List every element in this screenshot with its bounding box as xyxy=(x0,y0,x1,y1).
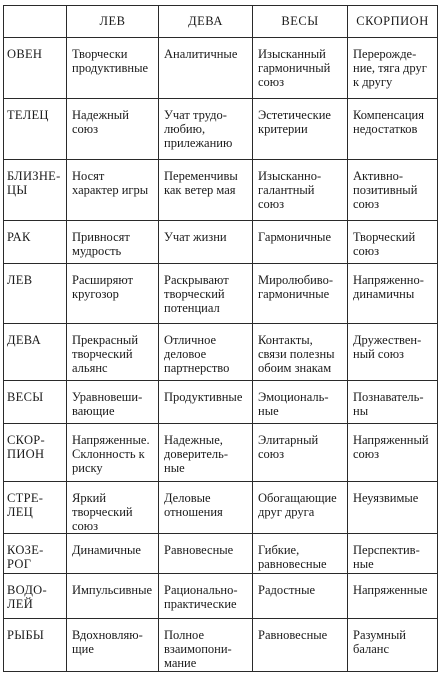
table-cell xyxy=(159,424,253,482)
cell-text: Аналитичные xyxy=(164,47,238,61)
cell-text: Раскрывают творческий потенциал xyxy=(164,273,229,315)
table-cell xyxy=(253,38,348,99)
table-row xyxy=(4,221,438,264)
cell-text: Творчески продуктивные xyxy=(72,47,149,75)
table-row xyxy=(4,482,438,534)
table-cell xyxy=(253,221,348,264)
table-cell xyxy=(67,99,159,160)
row-header-cell xyxy=(4,221,67,264)
table-row xyxy=(4,324,438,381)
cell-text: Учат жизни xyxy=(164,230,227,244)
cell-text: Радостные xyxy=(258,583,316,597)
table-cell xyxy=(348,38,438,99)
table-cell xyxy=(159,38,253,99)
row-sign-label: ТЕЛЕЦ xyxy=(7,108,49,122)
table-cell xyxy=(253,381,348,424)
table-cell xyxy=(348,619,438,672)
table-cell xyxy=(348,574,438,619)
row-header-cell xyxy=(4,38,67,99)
table-cell xyxy=(348,424,438,482)
row-sign-label: ОВЕН xyxy=(7,47,43,61)
header-deva: ДЕВА xyxy=(159,6,253,38)
table-cell xyxy=(67,534,159,574)
cell-text: Равновесные xyxy=(164,543,234,557)
row-sign-label: СТРЕ- ЛЕЦ xyxy=(7,491,44,519)
row-header-cell xyxy=(4,424,67,482)
cell-text: Напряженные xyxy=(353,583,428,597)
table-cell xyxy=(67,221,159,264)
cell-text: Равновесные xyxy=(258,628,328,642)
cell-text: Переменчивы как ветер мая xyxy=(164,169,238,197)
table-cell xyxy=(67,482,159,534)
row-header-cell xyxy=(4,264,67,324)
cell-text: Продуктивные xyxy=(164,390,243,404)
cell-text: Миролюбиво- гармоничные xyxy=(258,273,333,301)
row-sign-label: СКОР- ПИОН xyxy=(7,433,46,461)
header-lev: ЛЕВ xyxy=(67,6,159,38)
cell-text: Гибкие, равновесные xyxy=(258,543,327,571)
table-cell xyxy=(159,534,253,574)
table-cell xyxy=(348,381,438,424)
cell-text: Гармоничные xyxy=(258,230,331,244)
table-cell xyxy=(348,264,438,324)
table-cell xyxy=(159,99,253,160)
cell-text: Надежные, доверитель- ные xyxy=(164,433,229,475)
header-row xyxy=(4,6,438,38)
table-cell xyxy=(253,534,348,574)
table-cell xyxy=(348,160,438,221)
cell-text: Отличное деловое партнерство xyxy=(164,333,230,375)
header-vesy: ВЕСЫ xyxy=(253,6,348,38)
cell-text: Творческий союз xyxy=(353,230,416,258)
cell-text: Познаватель- ны xyxy=(353,390,424,418)
table-cell xyxy=(67,324,159,381)
table-cell xyxy=(253,424,348,482)
table-cell xyxy=(348,324,438,381)
table-cell xyxy=(253,264,348,324)
table-cell xyxy=(67,38,159,99)
row-header-cell xyxy=(4,574,67,619)
cell-text: Напряженные. Склонность к риску xyxy=(72,433,150,475)
compatibility-table xyxy=(3,5,438,672)
table-cell xyxy=(348,221,438,264)
cell-text: Яркий творческий союз xyxy=(72,491,133,533)
cell-text: Дружествен- ный союз xyxy=(353,333,422,361)
cell-text: Динамичные xyxy=(72,543,141,557)
table-cell xyxy=(67,574,159,619)
table-cell xyxy=(159,324,253,381)
table-cell xyxy=(67,619,159,672)
row-sign-label: ДЕВА xyxy=(7,333,41,347)
row-sign-label: КОЗЕ- РОГ xyxy=(7,543,44,571)
cell-text: Вдохновляю- щие xyxy=(72,628,143,656)
table-row xyxy=(4,264,438,324)
header-skorpion: СКОРПИОН xyxy=(348,6,438,38)
cell-text: Элитарный союз xyxy=(258,433,319,461)
row-sign-label: РЫБЫ xyxy=(7,628,45,642)
cell-text: Расширяют кругозор xyxy=(72,273,133,301)
row-sign-label: БЛИЗНЕ- ЦЫ xyxy=(7,169,61,197)
cell-text: Привносят мудрость xyxy=(72,230,130,258)
table-cell xyxy=(253,99,348,160)
table-row xyxy=(4,38,438,99)
table-row xyxy=(4,160,438,221)
cell-text: Эстетические критерии xyxy=(258,108,331,136)
table-body xyxy=(4,38,438,672)
table-row xyxy=(4,381,438,424)
cell-text: Полное взаимопони- мание xyxy=(164,628,232,670)
table-cell xyxy=(67,264,159,324)
cell-text: Напряженный союз xyxy=(353,433,429,461)
cell-text: Деловые отношения xyxy=(164,491,223,519)
cell-text: Неуязвимые xyxy=(353,491,419,505)
cell-text: Уравновеши- вающие xyxy=(72,390,143,418)
table-row xyxy=(4,574,438,619)
table-cell xyxy=(253,324,348,381)
cell-text: Изысканно- галантный союз xyxy=(258,169,322,211)
row-sign-label: РАК xyxy=(7,230,31,244)
table-cell xyxy=(159,221,253,264)
table-row xyxy=(4,99,438,160)
table-cell xyxy=(159,160,253,221)
table-cell xyxy=(253,160,348,221)
table-row xyxy=(4,424,438,482)
cell-text: Разумный баланс xyxy=(353,628,406,656)
cell-text: Перспектив- ные xyxy=(353,543,420,571)
table-cell xyxy=(67,424,159,482)
cell-text: Учат трудо- любию, прилежанию xyxy=(164,108,233,150)
cell-text: Перерожде- ние, тяга друг к другу xyxy=(353,47,427,89)
header-corner xyxy=(4,6,67,38)
cell-text: Изысканный гармоничный союз xyxy=(258,47,331,89)
table-cell xyxy=(348,99,438,160)
table-cell xyxy=(159,381,253,424)
row-header-cell xyxy=(4,482,67,534)
row-header-cell xyxy=(4,160,67,221)
table-cell xyxy=(159,264,253,324)
table-row xyxy=(4,619,438,672)
row-sign-label: ВЕСЫ xyxy=(7,390,44,404)
table-cell xyxy=(159,619,253,672)
cell-text: Рационально- практические xyxy=(164,583,238,611)
cell-text: Импульсивные xyxy=(72,583,153,597)
table-cell xyxy=(348,482,438,534)
row-sign-label: ВОДО- ЛЕЙ xyxy=(7,583,47,611)
table-cell xyxy=(253,482,348,534)
row-sign-label: ЛЕВ xyxy=(7,273,33,287)
table-cell xyxy=(253,574,348,619)
table-row xyxy=(4,534,438,574)
cell-text: Надежный союз xyxy=(72,108,129,136)
row-header-cell xyxy=(4,619,67,672)
table-cell xyxy=(67,381,159,424)
table-header xyxy=(4,6,438,38)
row-header-cell xyxy=(4,534,67,574)
table-cell xyxy=(159,482,253,534)
table-cell xyxy=(253,619,348,672)
row-header-cell xyxy=(4,99,67,160)
table-cell xyxy=(67,160,159,221)
cell-text: Эмоциональ- ные xyxy=(258,390,329,418)
cell-text: Носят характер игры xyxy=(72,169,149,197)
cell-text: Компенсация недостатков xyxy=(353,108,424,136)
table-cell xyxy=(159,574,253,619)
cell-text: Контакты, связи полезны обоим знакам xyxy=(258,333,335,375)
cell-text: Прекрасный творческий альянс xyxy=(72,333,139,375)
row-header-cell xyxy=(4,381,67,424)
cell-text: Активно- позитивный союз xyxy=(353,169,418,211)
row-header-cell xyxy=(4,324,67,381)
cell-text: Обогащающие друг друга xyxy=(258,491,337,519)
table-cell xyxy=(348,534,438,574)
cell-text: Напряженно- динамичны xyxy=(353,273,424,301)
